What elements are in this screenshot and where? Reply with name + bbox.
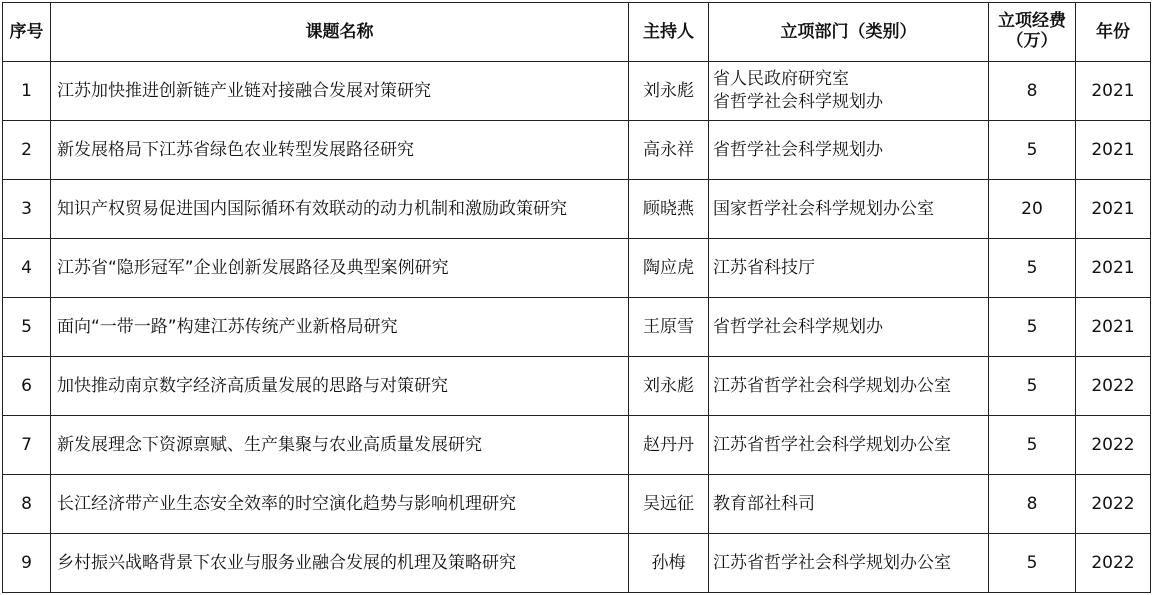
cell-host: 顾晓燕 (629, 180, 709, 239)
dept-line: 江苏省哲学社会科学规划办公室 (713, 552, 951, 573)
header-dept: 立项部门（类别） (709, 3, 989, 62)
cell-no: 5 (3, 298, 51, 357)
cell-year: 2022 (1076, 357, 1151, 416)
cell-dept (709, 416, 989, 475)
cell-host: 陶应虎 (629, 239, 709, 298)
cell-dept (709, 534, 989, 593)
cell-no: 2 (3, 121, 51, 180)
table-row (3, 298, 1151, 357)
projects-table (2, 2, 1151, 593)
cell-host: 刘永彪 (629, 357, 709, 416)
dept-line: 国家哲学社会科学规划办公室 (713, 198, 934, 219)
cell-title: 乡村振兴战略背景下农业与服务业融合发展的机理及策略研究 (51, 534, 629, 593)
table-row (3, 357, 1151, 416)
header-year: 年份 (1076, 3, 1151, 62)
cell-year: 2022 (1076, 475, 1151, 534)
cell-title: 江苏加快推进创新链产业链对接融合发展对策研究 (51, 62, 629, 121)
cell-funding: 5 (989, 416, 1076, 475)
cell-title: 知识产权贸易促进国内国际循环有效联动的动力机制和激励政策研究 (51, 180, 629, 239)
cell-title: 面向“一带一路”构建江苏传统产业新格局研究 (51, 298, 629, 357)
cell-year: 2021 (1076, 62, 1151, 121)
table-row (3, 62, 1151, 121)
dept-line: 省人民政府研究室 (713, 69, 849, 90)
dept-line: 江苏省哲学社会科学规划办公室 (713, 434, 951, 455)
table-body (3, 62, 1151, 593)
cell-funding: 8 (989, 62, 1076, 121)
header-funding: 立项经费（万） (989, 3, 1076, 62)
cell-dept (709, 298, 989, 357)
cell-funding: 5 (989, 357, 1076, 416)
cell-title: 新发展理念下资源禀赋、生产集聚与农业高质量发展研究 (51, 416, 629, 475)
cell-no: 1 (3, 62, 51, 121)
cell-dept (709, 239, 989, 298)
cell-year: 2022 (1076, 534, 1151, 593)
cell-no: 3 (3, 180, 51, 239)
dept-line: 省哲学社会科学规划办 (713, 92, 883, 112)
table-row (3, 475, 1151, 534)
projects-table-container (2, 2, 1151, 593)
cell-host: 赵丹丹 (629, 416, 709, 475)
dept-line: 省哲学社会科学规划办 (713, 139, 883, 160)
table-row (3, 416, 1151, 475)
cell-host: 高永祥 (629, 121, 709, 180)
cell-funding: 5 (989, 534, 1076, 593)
cell-dept (709, 475, 989, 534)
cell-no: 9 (3, 534, 51, 593)
cell-year: 2022 (1076, 416, 1151, 475)
cell-title: 新发展格局下江苏省绿色农业转型发展路径研究 (51, 121, 629, 180)
cell-no: 6 (3, 357, 51, 416)
header-no: 序号 (3, 3, 51, 62)
cell-funding: 8 (989, 475, 1076, 534)
dept-line: 江苏省哲学社会科学规划办公室 (713, 375, 951, 396)
cell-year: 2021 (1076, 239, 1151, 298)
cell-host: 王原雪 (629, 298, 709, 357)
dept-line: 教育部社科司 (713, 493, 815, 514)
table-row (3, 121, 1151, 180)
cell-dept (709, 62, 989, 121)
cell-dept (709, 121, 989, 180)
cell-year: 2021 (1076, 121, 1151, 180)
cell-no: 4 (3, 239, 51, 298)
cell-no: 8 (3, 475, 51, 534)
cell-funding: 5 (989, 298, 1076, 357)
table-row (3, 534, 1151, 593)
cell-year: 2021 (1076, 180, 1151, 239)
cell-funding: 20 (989, 180, 1076, 239)
cell-no: 7 (3, 416, 51, 475)
cell-dept (709, 357, 989, 416)
cell-funding: 5 (989, 239, 1076, 298)
table-header-row (3, 3, 1151, 62)
cell-host: 孙梅 (629, 534, 709, 593)
cell-funding: 5 (989, 121, 1076, 180)
cell-title: 江苏省“隐形冠军”企业创新发展路径及典型案例研究 (51, 239, 629, 298)
cell-dept (709, 180, 989, 239)
cell-host: 刘永彪 (629, 62, 709, 121)
dept-line: 江苏省科技厅 (713, 257, 815, 278)
table-row (3, 239, 1151, 298)
dept-line: 省哲学社会科学规划办 (713, 316, 883, 337)
cell-title: 长江经济带产业生态安全效率的时空演化趋势与影响机理研究 (51, 475, 629, 534)
cell-year: 2021 (1076, 298, 1151, 357)
table-row (3, 180, 1151, 239)
header-title: 课题名称 (51, 3, 629, 62)
cell-title: 加快推动南京数字经济高质量发展的思路与对策研究 (51, 357, 629, 416)
header-host: 主持人 (629, 3, 709, 62)
cell-host: 吴远征 (629, 475, 709, 534)
